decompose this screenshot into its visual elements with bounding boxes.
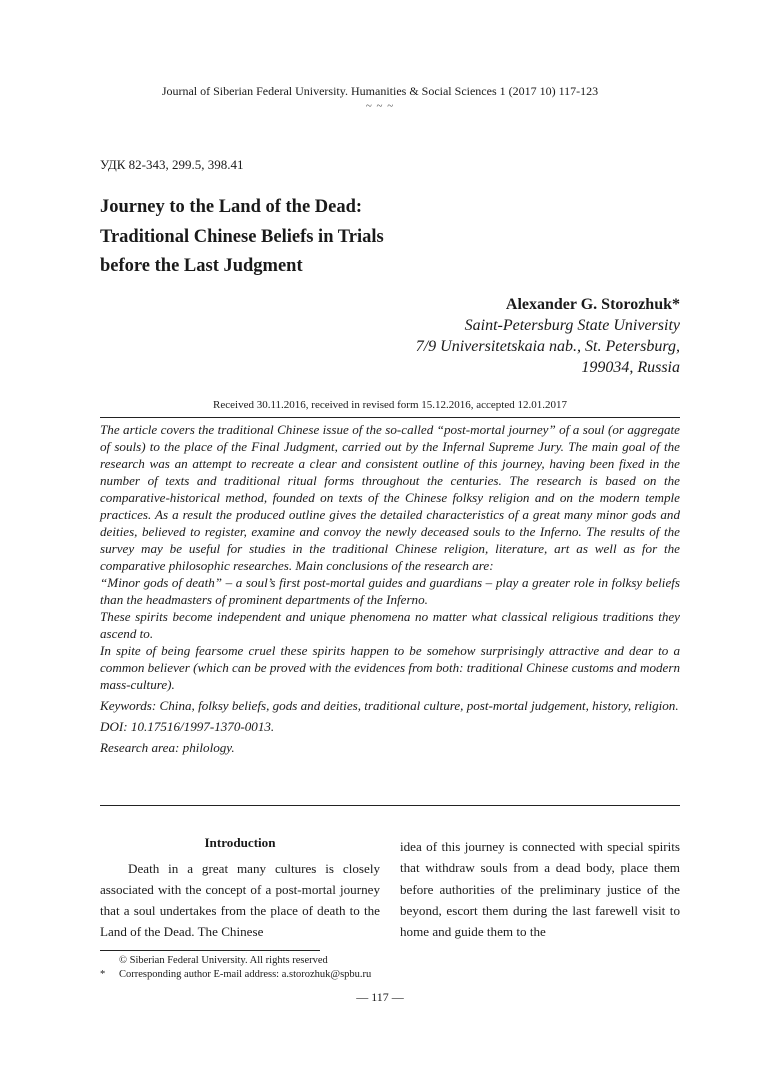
udk-code: УДК 82-343, 299.5, 398.41 [100, 157, 244, 172]
abstract-top-rule [100, 417, 680, 418]
section-heading-introduction: Introduction [204, 835, 276, 850]
research-area: Research area: philology. [100, 740, 235, 755]
footnote-corresponding [100, 968, 500, 982]
corresponding-email: Corresponding author E-mail address: a.storozhuk@spbu.ru [119, 969, 372, 980]
title-line-3: before the Last Judgment [100, 256, 303, 276]
keywords: Keywords: China, folksy beliefs, gods and deities, traditional culture, post-mortal judgement, history, religion. [100, 698, 679, 713]
abstract-bottom-rule [100, 805, 680, 806]
title-line-1: Journey to the Land of the Dead: [100, 197, 363, 217]
body-column-right [400, 836, 680, 942]
abstract-conclusion-2: These spirits become independent and unique phenomena no matter what classical religious traditions they ascend to. [100, 609, 680, 641]
doi: DOI: 10.17516/1997-1370-0013. [100, 719, 275, 734]
abstract-conclusion-1: “Minor gods of death” – a soul’s first post-mortal guides and guardians – play a greater role in folksy beliefs than the headmasters of prominent departments of the Inferno. [100, 575, 680, 607]
affiliation-address: 7/9 Universitetskaia nab., St. Petersburg, [415, 338, 680, 355]
body-column-left [100, 832, 380, 942]
affiliation-postcode: 199034, Russia [581, 359, 680, 376]
footnote-asterisk: * [100, 969, 106, 980]
received-dates: Received 30.11.2016, received in revised form 15.12.2016, accepted 12.01.2017 [213, 399, 567, 411]
intro-paragraph-left: Death in a great many cultures is closely associated with the concept of a post-mortal journey that a soul undertakes from the place of death to the Land of the Dead. The Chinese [100, 861, 380, 939]
intro-paragraph-right: idea of this journey is connected with special spirits that withdraw souls from a dead body, place them before authorities of the preliminary justice of the beyond, escort them during the last farewell visit to home and guide them to the [400, 839, 680, 940]
abstract-conclusion-3: In spite of being fearsome cruel these spirits happen to be somehow surprisingly attractive and dear to a common believer (which can be proved with the evidences from both: traditional Chinese customs and modern mass-culture). [100, 643, 680, 692]
author-block [416, 294, 680, 378]
journal-header: Journal of Siberian Federal University. Humanities & Social Sciences 1 (2017 10) 117-123 [161, 84, 599, 98]
title-line-2: Traditional Chinese Beliefs in Trials [100, 226, 384, 247]
footnotes [100, 954, 500, 982]
header-ornament: ~ ~ ~ [365, 100, 395, 112]
footnote-copyright: © Siberian Federal University. All rights reserved [119, 955, 328, 966]
affiliation-university: Saint-Petersburg State University [464, 317, 680, 334]
abstract [100, 421, 680, 756]
author-name: Alexander G. Storozhuk* [505, 296, 680, 313]
abstract-main: The article covers the traditional Chinese issue of the so-called “post-mortal journey” of a soul (or aggregate of souls) to the place of the Final Judgment, carried out by the Infernal Supreme Jury. The main goal of the research was an attempt to recreate a clear and consistent outline of this journey, having been fixed in the number of texts and traditional ritual forms throughout the centuries. The research is based on the comparative-historical method, founded on texts of the Chinese folksy religion and on the modern temple practices. As a result the produced outline gives the detailed characteristics of a great many minor gods and deities, believed to register, examine and convoy the newly deceased souls to the Inferno. The results of the survey may be useful for studies in the traditional Chinese religion, literature, art as well as for the comparative philosophic researches. Main conclusions of the research are: [100, 422, 680, 573]
page-number: — 117 — [356, 990, 404, 1004]
footnote-rule [100, 950, 320, 951]
article-title [100, 193, 520, 282]
